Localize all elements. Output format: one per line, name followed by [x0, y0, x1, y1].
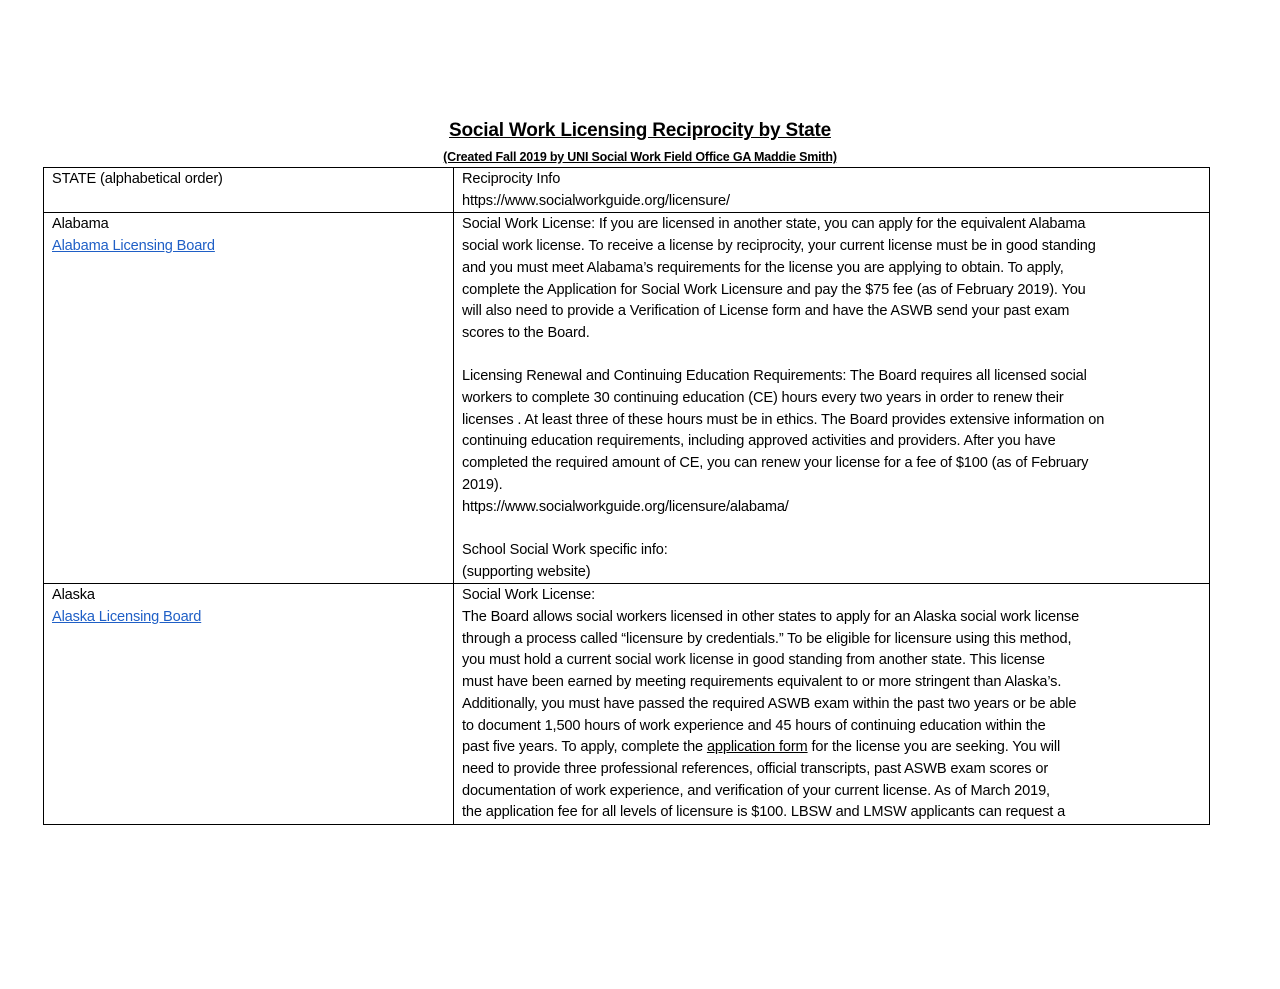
state-name-alaska: Alaska — [52, 587, 95, 604]
info-line: https://www.socialworkguide.org/licensure/alabama/ — [462, 498, 789, 515]
info-cell-alabama — [454, 213, 1210, 584]
info-line: Additionally, you must have passed the required ASWB exam within the past two years or be able — [462, 695, 1077, 712]
info-line: (supporting website) — [462, 563, 591, 580]
info-cell-alaska — [454, 584, 1210, 825]
info-line: social work license. To receive a license by reciprocity, your current license must be in good standing — [462, 238, 1096, 255]
info-line: documentation of work experience, and verification of your current license. As of March 2019, — [462, 782, 1050, 799]
blank-line — [462, 518, 1201, 540]
table-row-alaska — [44, 584, 1210, 825]
state-cell-alaska — [44, 584, 454, 825]
header-info-url: https://www.socialworkguide.org/licensure/ — [462, 192, 730, 209]
header-state-cell — [44, 168, 454, 213]
table-header-row — [44, 168, 1210, 213]
info-line: The Board allows social workers licensed in other states to apply for an Alaska social work license — [462, 609, 1080, 626]
header-info-cell — [454, 168, 1210, 213]
blank-line — [462, 345, 1201, 367]
info-line: workers to complete 30 continuing education (CE) hours every two years in order to renew their — [462, 390, 1064, 407]
state-cell-alabama — [44, 213, 454, 584]
info-line: and you must meet Alabama’s requirements for the license you are applying to obtain. To apply, — [462, 259, 1064, 276]
info-line: continuing education requirements, including approved activities and providers. After you have — [462, 433, 1056, 450]
info-text: past five years. To apply, complete the — [462, 739, 707, 756]
info-line: Social Work License: If you are licensed in another state, you can apply for the equivalent Alabama — [462, 216, 1086, 233]
header-state-label: STATE (alphabetical order) — [52, 171, 223, 187]
info-line: you must hold a current social work license in good standing from another state. This license — [462, 652, 1045, 669]
info-line: licenses . At least three of these hours must be in ethics. The Board provides extensive information on — [462, 411, 1105, 428]
info-line: complete the Application for Social Work Licensure and pay the $75 fee (as of February 2019). You — [462, 281, 1086, 298]
info-line: School Social Work specific info: — [462, 541, 668, 558]
info-text: for the license you are seeking. You will — [807, 739, 1061, 756]
info-line: completed the required amount of CE, you can renew your license for a fee of $100 (as of February — [462, 455, 1089, 472]
info-line: will also need to provide a Verification of License form and have the ASWB send your past exam — [462, 303, 1070, 320]
info-line: must have been earned by meeting requirements equivalent to or more stringent than Alaska’s. — [462, 674, 1062, 691]
reciprocity-table — [43, 167, 1210, 825]
application-form-link[interactable]: application form — [706, 739, 808, 756]
info-line: Licensing Renewal and Continuing Education Requirements: The Board requires all licensed social — [462, 368, 1087, 385]
info-line: need to provide three professional references, official transcripts, past ASWB exam scores or — [462, 760, 1049, 777]
info-line: 2019). — [462, 476, 503, 493]
alabama-licensing-board-link[interactable]: Alabama Licensing Board — [52, 238, 215, 255]
state-name-alabama: Alabama — [52, 216, 109, 233]
page-title: Social Work Licensing Reciprocity by State — [449, 120, 831, 141]
info-line: Social Work License: — [462, 587, 595, 604]
info-line: the application fee for all levels of licensure is $100. LBSW and LMSW applicants can request a — [462, 804, 1066, 821]
info-line: to document 1,500 hours of work experience and 45 hours of continuing education within the — [462, 717, 1046, 734]
info-line: scores to the Board. — [462, 324, 590, 341]
info-line — [462, 737, 1201, 759]
info-line: through a process called “licensure by credentials.” To be eligible for licensure using this method, — [462, 630, 1072, 647]
header-info-label: Reciprocity Info — [462, 171, 561, 187]
table-row-alabama — [44, 213, 1210, 584]
page-subtitle: (Created Fall 2019 by UNI Social Work Field Office GA Maddie Smith) — [443, 150, 837, 164]
alaska-licensing-board-link[interactable]: Alaska Licensing Board — [52, 609, 202, 626]
